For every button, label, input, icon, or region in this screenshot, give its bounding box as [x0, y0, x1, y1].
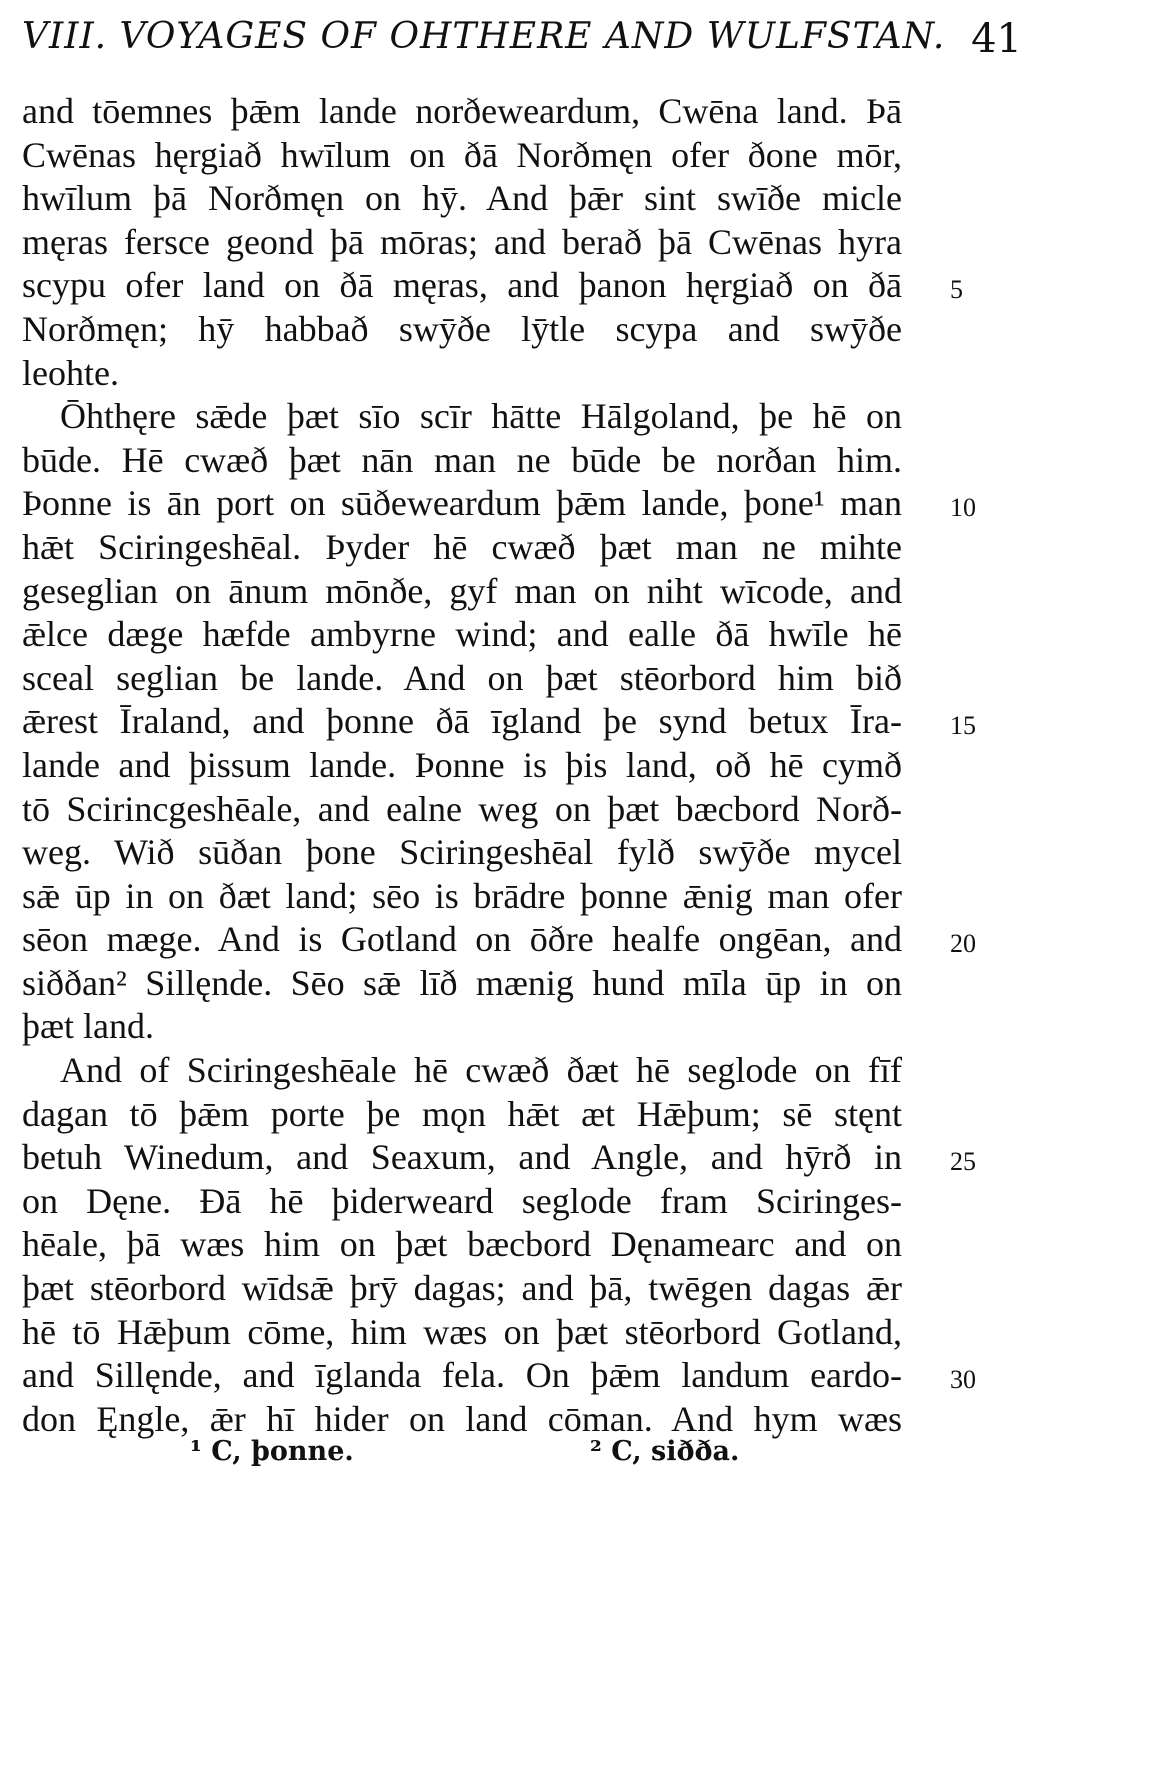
line-text: lande and þissum lande. Þonne is þis land, oð hē cymð: [22, 744, 902, 785]
text-line: [22, 1093, 1022, 1137]
text-line: [22, 657, 1022, 701]
text-line: [22, 875, 1022, 919]
footnote-2: ² C, siðða.: [590, 1436, 740, 1467]
line-text: męras fersce geond þā mōras; and berað þā Cwēnas hyra: [22, 221, 902, 262]
line-text: and Sillęnde, and īglanda fela. On þǣm landum eardo-: [22, 1355, 902, 1396]
line-text: leohte.: [22, 352, 119, 393]
text-line: [22, 700, 1022, 744]
text-line: [22, 395, 1022, 439]
line-text: Ōhthęre sǣde þæt sīo scīr hātte Hālgoland, þe hē on: [60, 396, 902, 437]
text-line: [22, 918, 1022, 962]
line-text: ǣrest Īraland, and þonne ðā īgland þe synd betux Īra-: [22, 701, 902, 742]
text-line: [22, 831, 1022, 875]
text-line: [22, 1180, 1022, 1224]
footnote-1: ¹ C, þonne.: [190, 1436, 354, 1467]
line-text: sēon mæge. And is Gotland on ōðre healfe ongēan, and: [22, 919, 902, 960]
line-text: sceal seglian be lande. And on þæt stēorbord him bið: [22, 657, 902, 698]
line-text: and tōemnes þǣm lande norðeweardum, Cwēna land. Þā: [22, 91, 902, 131]
text-line: [22, 1049, 1022, 1093]
text-line: [22, 744, 1022, 788]
text-line: [22, 788, 1022, 832]
line-text: hwīlum þā Norðmęn on hȳ. And þǣr sint swīðe micle: [22, 178, 902, 219]
line-text: hǣt Sciringeshēal. Þyder hē cwæð þæt man ne mihte: [22, 526, 902, 567]
line-text: don Ęngle, ǣr hī hider on land cōman. And hym wæs: [22, 1398, 902, 1439]
line-text: þæt stēorbord wīdsǣ þrȳ dagas; and þā, twēgen dagas ǣr: [22, 1268, 902, 1309]
line-number: 15: [950, 711, 976, 741]
line-text: Norðmęn; hȳ habbað swȳðe lȳtle scypa and swȳðe: [22, 308, 902, 349]
text-line: [22, 439, 1022, 483]
line-text: hē tō Hǣþum cōme, him wæs on þæt stēorbord Gotland,: [22, 1311, 902, 1352]
line-number: 25: [950, 1147, 976, 1177]
line-text: būde. Hē cwæð þæt nān man ne būde be norðan him.: [22, 439, 902, 480]
line-text: sǣ ūp in on ðæt land; sēo is brādre þonne ǣnig man ofer: [22, 875, 902, 916]
line-text: Þonne is ān port on sūðeweardum þǣm lande, þone¹ man: [22, 483, 902, 524]
text-line: [22, 1223, 1022, 1267]
line-text: hēale, þā wæs him on þæt bæcbord Dęnamearc and on: [22, 1224, 902, 1265]
line-text: Cwēnas hęrgiað hwīlum on ðā Norðmęn ofer ðone mōr,: [22, 134, 902, 175]
text-line: [22, 613, 1022, 657]
line-text: weg. Wið sūðan þone Sciringeshēal fylð swȳðe mycel: [22, 832, 902, 873]
footnotes: [0, 1436, 1158, 1496]
text-line: [22, 962, 1022, 1006]
text-line: [22, 1136, 1022, 1180]
text-line: [22, 1005, 1022, 1049]
line-text: scypu ofer land on ðā męras, and þanon hęrgiað on ðā: [22, 265, 902, 306]
running-title: VIII. VOYAGES OF OHTHERE AND WULFSTAN.: [22, 16, 946, 57]
text-line: [22, 134, 1022, 178]
page-number: 41: [971, 16, 1022, 62]
line-text: þæt land.: [22, 1006, 154, 1047]
text-line: [22, 308, 1022, 352]
line-text: dagan tō þǣm porte þe mǫn hǣt æt Hǣþum; sē stęnt: [22, 1093, 902, 1134]
text-line: [22, 1354, 1022, 1398]
body-text: [22, 90, 1022, 1441]
text-line: [22, 526, 1022, 570]
line-number: 20: [950, 929, 976, 959]
line-text: geseglian on ānum mōnðe, gyf man on niht wīcode, and: [22, 570, 902, 611]
text-line: [22, 352, 1022, 396]
line-text: betuh Winedum, and Seaxum, and Angle, and hȳrð in: [22, 1137, 902, 1178]
text-line: [22, 1267, 1022, 1311]
line-text: ǣlce dæge hæfde ambyrne wind; and ealle ðā hwīle hē: [22, 614, 902, 655]
text-line: [22, 482, 1022, 526]
line-text: on Dęne. Ðā hē þiderweard seglode fram Sciringes-: [22, 1180, 902, 1221]
text-line: [22, 90, 1022, 134]
text-line: [22, 1398, 1022, 1442]
line-number: 10: [950, 493, 976, 523]
text-line: [22, 1311, 1022, 1355]
running-header: [22, 12, 1022, 62]
line-number: 30: [950, 1365, 976, 1395]
text-line: [22, 570, 1022, 614]
text-line: [22, 264, 1022, 308]
line-text: tō Scirincgeshēale, and ealne weg on þæt bæcbord Norð-: [22, 788, 902, 829]
line-text: And of Sciringeshēale hē cwæð ðæt hē seglode on fīf: [60, 1050, 902, 1091]
text-line: [22, 177, 1022, 221]
line-number: 5: [950, 275, 963, 305]
line-text: siððan² Sillęnde. Sēo sǣ līð mænig hund mīla ūp in on: [22, 962, 902, 1003]
text-line: [22, 221, 1022, 265]
